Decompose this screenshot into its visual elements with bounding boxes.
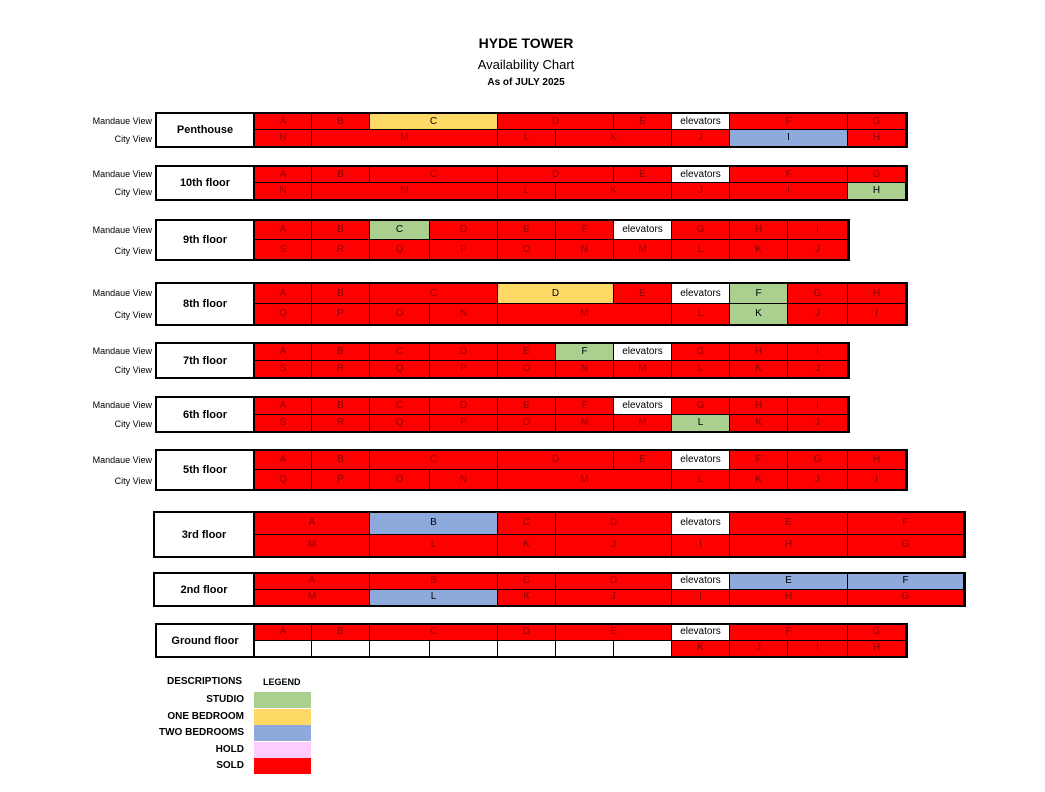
unit-f-sold: F — [556, 398, 614, 415]
unit-m-sold: M — [312, 183, 498, 199]
unit-p-sold: P — [312, 470, 370, 489]
unit-l-sold: L — [672, 361, 730, 378]
unit-c-sold: C — [370, 284, 498, 304]
unit-p-sold: P — [312, 304, 370, 324]
unit-i-sold: I — [848, 470, 906, 489]
unit-c-sold: C — [370, 344, 430, 361]
unit-h-sold: H — [848, 451, 906, 470]
unit-i-two_bedrooms: I — [730, 130, 848, 146]
legend-descriptions-header: DESCRIPTIONS — [167, 676, 243, 687]
legend-label-studio: STUDIO — [206, 694, 244, 705]
unit-k-sold: K — [498, 590, 556, 606]
unit-g-sold: G — [848, 625, 906, 641]
unit-k-studio: K — [730, 304, 788, 324]
unit-d-sold: D — [498, 625, 556, 641]
unit-c-sold: C — [498, 574, 556, 590]
unit-j-sold: J — [788, 470, 848, 489]
floor-label-ground-floor: Ground floor — [155, 623, 255, 658]
elevators-cell: elevators — [614, 221, 672, 240]
empty-cell — [430, 641, 498, 657]
unit-q-sold: Q — [370, 361, 430, 378]
unit-f-sold: F — [730, 167, 848, 183]
legend-swatch-sold — [254, 758, 311, 774]
unit-a-sold: A — [255, 574, 370, 590]
unit-c-sold: C — [498, 513, 556, 535]
elevators-cell: elevators — [614, 398, 672, 415]
unit-h-studio: H — [848, 183, 906, 199]
unit-b-sold: B — [312, 221, 370, 240]
unit-a-sold: A — [255, 344, 312, 361]
unit-h-sold: H — [848, 641, 906, 657]
unit-c-studio: C — [370, 221, 430, 240]
empty-cell — [556, 641, 614, 657]
floor-label-10th-floor: 10th floor — [155, 165, 255, 201]
view-label-mandaue-view: Mandaue View — [92, 400, 152, 411]
unit-j-sold: J — [672, 183, 730, 199]
unit-n-sold: N — [556, 415, 614, 432]
view-label-mandaue-view: Mandaue View — [92, 288, 152, 298]
unit-l-sold: L — [672, 470, 730, 489]
unit-q-sold: Q — [255, 470, 312, 489]
unit-i-sold: I — [672, 535, 730, 557]
floor-units-2nd-floor — [253, 572, 966, 607]
unit-j-sold: J — [788, 304, 848, 324]
unit-e-sold: E — [498, 344, 556, 361]
unit-g-sold: G — [848, 114, 906, 130]
unit-j-sold: J — [730, 641, 788, 657]
unit-l-sold: L — [370, 535, 498, 557]
view-label-city-view: City View — [114, 134, 152, 144]
floor-units-penthouse — [253, 112, 908, 148]
empty-cell — [498, 641, 556, 657]
unit-k-sold: K — [498, 535, 556, 557]
unit-r-sold: R — [312, 240, 370, 259]
unit-e-sold: E — [614, 167, 672, 183]
unit-h-sold: H — [848, 130, 906, 146]
view-label-city-view: City View — [114, 310, 152, 320]
unit-m-sold: M — [498, 470, 672, 489]
floor-units-9th-floor — [253, 219, 850, 261]
unit-n-sold: N — [430, 304, 498, 324]
empty-cell — [614, 641, 672, 657]
unit-d-sold: D — [430, 398, 498, 415]
view-label-city-view: City View — [114, 187, 152, 197]
page-subtitle: Availability Chart — [477, 57, 575, 72]
unit-d-sold: D — [556, 513, 672, 535]
legend-label-one-bedroom: ONE BEDROOM — [167, 710, 244, 722]
legend-header: LEGEND — [263, 677, 301, 687]
unit-q-sold: Q — [255, 304, 312, 324]
floor-units-5th-floor — [253, 449, 908, 491]
legend-swatch-hold — [254, 742, 311, 758]
unit-h-sold: H — [730, 590, 848, 606]
view-label-city-view: City View — [114, 245, 152, 256]
unit-n-sold: N — [556, 361, 614, 378]
unit-q-sold: Q — [370, 240, 430, 259]
unit-i-sold: I — [730, 183, 848, 199]
floor-label-8th-floor: 8th floor — [155, 282, 255, 326]
legend-swatch-studio — [254, 692, 311, 708]
unit-i-sold: I — [672, 590, 730, 606]
unit-e-sold: E — [556, 625, 672, 641]
unit-f-sold: F — [730, 451, 788, 470]
unit-e-sold: E — [498, 221, 556, 240]
unit-r-sold: R — [312, 415, 370, 432]
unit-j-sold: J — [788, 415, 848, 432]
unit-c-sold: C — [370, 398, 430, 415]
unit-f-sold: F — [730, 625, 848, 641]
unit-a-sold: A — [255, 398, 312, 415]
unit-e-sold: E — [614, 284, 672, 304]
unit-d-sold: D — [430, 221, 498, 240]
floor-label-penthouse: Penthouse — [155, 112, 255, 148]
unit-a-sold: A — [255, 513, 370, 535]
unit-m-sold: M — [614, 240, 672, 259]
unit-a-sold: A — [255, 114, 312, 130]
floor-units-7th-floor — [253, 342, 850, 379]
unit-m-sold: M — [614, 415, 672, 432]
elevators-cell: elevators — [672, 451, 730, 470]
unit-j-sold: J — [788, 361, 848, 378]
unit-i-sold: I — [788, 641, 848, 657]
unit-g-sold: G — [788, 284, 848, 304]
unit-e-sold: E — [614, 114, 672, 130]
unit-m-sold: M — [312, 130, 498, 146]
unit-m-sold: M — [614, 361, 672, 378]
unit-d-sold: D — [498, 114, 614, 130]
unit-s-sold: S — [255, 415, 312, 432]
view-label-city-view: City View — [114, 475, 152, 486]
unit-a-sold: A — [255, 625, 312, 641]
unit-a-sold: A — [255, 221, 312, 240]
unit-f-two_bedrooms: F — [848, 574, 964, 590]
legend-label-hold: HOLD — [215, 743, 244, 755]
unit-d-one_bedroom: D — [498, 284, 614, 304]
unit-f-studio: F — [730, 284, 788, 304]
unit-m-sold: M — [255, 535, 370, 557]
unit-n-sold: N — [255, 130, 312, 146]
floor-units-10th-floor — [253, 165, 908, 201]
unit-f-sold: F — [848, 513, 964, 535]
unit-l-sold: L — [672, 240, 730, 259]
unit-g-sold: G — [672, 221, 730, 240]
unit-b-sold: B — [370, 574, 498, 590]
unit-f-sold: F — [730, 114, 848, 130]
view-label-mandaue-view: Mandaue View — [92, 346, 152, 357]
unit-s-sold: S — [255, 240, 312, 259]
unit-l-two_bedrooms: L — [370, 590, 498, 606]
unit-n-sold: N — [430, 470, 498, 489]
floor-label-9th-floor: 9th floor — [155, 219, 255, 261]
elevators-cell: elevators — [672, 625, 730, 641]
elevators-cell: elevators — [672, 513, 730, 535]
unit-j-sold: J — [556, 535, 672, 557]
unit-e-two_bedrooms: E — [730, 574, 848, 590]
unit-k-sold: K — [730, 240, 788, 259]
unit-j-sold: J — [556, 590, 672, 606]
unit-o-sold: O — [370, 470, 430, 489]
unit-i-sold: I — [788, 221, 848, 240]
unit-f-studio: F — [556, 344, 614, 361]
view-label-city-view: City View — [114, 364, 152, 375]
floor-label-2nd-floor: 2nd floor — [153, 572, 255, 607]
unit-e-sold: E — [498, 398, 556, 415]
view-label-mandaue-view: Mandaue View — [92, 224, 152, 235]
unit-b-two_bedrooms: B — [370, 513, 498, 535]
legend-label-two-bedrooms: TWO BEDROOMS — [159, 727, 244, 739]
unit-c-sold: C — [370, 451, 498, 470]
unit-i-sold: I — [788, 398, 848, 415]
floor-label-6th-floor: 6th floor — [155, 396, 255, 433]
unit-l-studio: L — [672, 415, 730, 432]
unit-i-sold: I — [848, 304, 906, 324]
elevators-cell: elevators — [614, 344, 672, 361]
unit-c-sold: C — [370, 625, 498, 641]
unit-e-sold: E — [730, 513, 848, 535]
unit-k-sold: K — [556, 130, 672, 146]
unit-c-one_bedroom: C — [370, 114, 498, 130]
empty-cell — [312, 641, 370, 657]
unit-b-sold: B — [312, 451, 370, 470]
page-title: HYDE TOWER — [478, 35, 574, 51]
unit-f-sold: F — [556, 221, 614, 240]
unit-d-sold: D — [430, 344, 498, 361]
unit-a-sold: A — [255, 451, 312, 470]
unit-j-sold: J — [672, 130, 730, 146]
unit-h-sold: H — [730, 344, 788, 361]
unit-g-sold: G — [848, 535, 964, 557]
unit-a-sold: A — [255, 284, 312, 304]
unit-m-sold: M — [498, 304, 672, 324]
empty-cell — [370, 641, 430, 657]
unit-k-sold: K — [556, 183, 672, 199]
unit-e-sold: E — [614, 451, 672, 470]
floor-label-5th-floor: 5th floor — [155, 449, 255, 491]
unit-j-sold: J — [788, 240, 848, 259]
elevators-cell: elevators — [672, 284, 730, 304]
unit-n-sold: N — [556, 240, 614, 259]
unit-b-sold: B — [312, 344, 370, 361]
unit-b-sold: B — [312, 114, 370, 130]
floor-units-8th-floor — [253, 282, 908, 326]
floor-units-3rd-floor — [253, 511, 966, 558]
empty-cell — [255, 641, 312, 657]
unit-h-sold: H — [848, 284, 906, 304]
unit-l-sold: L — [498, 130, 556, 146]
unit-h-sold: H — [730, 398, 788, 415]
unit-p-sold: P — [430, 415, 498, 432]
legend-swatch-two-bedrooms — [254, 725, 311, 741]
unit-l-sold: L — [672, 304, 730, 324]
unit-k-sold: K — [730, 415, 788, 432]
unit-b-sold: B — [312, 398, 370, 415]
unit-k-sold: K — [730, 361, 788, 378]
unit-c-sold: C — [370, 167, 498, 183]
unit-p-sold: P — [430, 361, 498, 378]
unit-o-sold: O — [498, 361, 556, 378]
unit-o-sold: O — [370, 304, 430, 324]
unit-m-sold: M — [255, 590, 370, 606]
unit-h-sold: H — [730, 535, 848, 557]
unit-d-sold: D — [498, 451, 614, 470]
unit-q-sold: Q — [370, 415, 430, 432]
floor-label-7th-floor: 7th floor — [155, 342, 255, 379]
unit-g-sold: G — [672, 344, 730, 361]
elevators-cell: elevators — [672, 574, 730, 590]
unit-p-sold: P — [430, 240, 498, 259]
elevators-cell: elevators — [672, 114, 730, 130]
floor-label-3rd-floor: 3rd floor — [153, 511, 255, 558]
unit-n-sold: N — [255, 183, 312, 199]
view-label-city-view: City View — [114, 418, 152, 429]
unit-g-sold: G — [788, 451, 848, 470]
unit-r-sold: R — [312, 361, 370, 378]
legend-swatch-one-bedroom — [254, 709, 311, 725]
unit-k-sold: K — [672, 641, 730, 657]
unit-l-sold: L — [498, 183, 556, 199]
legend-label-sold: SOLD — [216, 760, 244, 772]
unit-b-sold: B — [312, 167, 370, 183]
unit-d-sold: D — [498, 167, 614, 183]
unit-s-sold: S — [255, 361, 312, 378]
unit-g-sold: G — [848, 590, 964, 606]
view-label-mandaue-view: Mandaue View — [92, 116, 152, 126]
unit-d-sold: D — [556, 574, 672, 590]
unit-o-sold: O — [498, 415, 556, 432]
unit-k-sold: K — [730, 470, 788, 489]
unit-h-sold: H — [730, 221, 788, 240]
as-of-date: As of JULY 2025 — [487, 77, 565, 88]
unit-a-sold: A — [255, 167, 312, 183]
floor-units-ground-floor — [253, 623, 908, 658]
elevators-cell: elevators — [672, 167, 730, 183]
unit-g-sold: G — [848, 167, 906, 183]
unit-g-sold: G — [672, 398, 730, 415]
unit-o-sold: O — [498, 240, 556, 259]
view-label-mandaue-view: Mandaue View — [92, 169, 152, 179]
unit-i-sold: I — [788, 344, 848, 361]
view-label-mandaue-view: Mandaue View — [92, 454, 152, 465]
unit-b-sold: B — [312, 625, 370, 641]
floor-units-6th-floor — [253, 396, 850, 433]
unit-b-sold: B — [312, 284, 370, 304]
